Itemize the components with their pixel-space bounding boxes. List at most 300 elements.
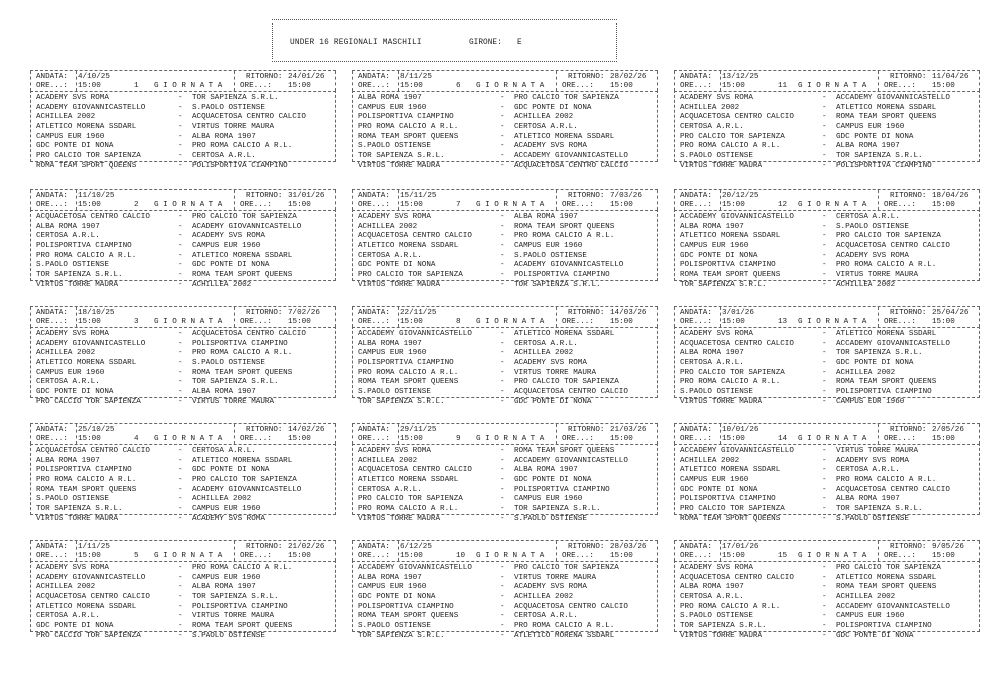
- ritorno-label: RITORNO:: [890, 73, 927, 81]
- home-team: VIRTUS TORRE MAURA: [680, 161, 763, 170]
- match-dash: -: [178, 476, 183, 485]
- andata-label: ANDATA:: [358, 192, 390, 200]
- match-row: [352, 398, 658, 408]
- match-dash: -: [178, 564, 183, 572]
- andata-date: 4/10/25: [78, 73, 110, 81]
- match-dash: -: [178, 612, 183, 621]
- ritorno-date: 18/04/26: [932, 192, 969, 200]
- ore-andata-value: 15:00: [400, 552, 423, 560]
- home-team: ALBA ROMA 1907: [36, 222, 100, 231]
- home-team: S.PAOLO OSTIENSE: [36, 261, 109, 270]
- home-team: CAMPUS EUR 1960: [36, 132, 105, 141]
- match-dash: -: [178, 593, 183, 602]
- away-team: POLISPORTIVA CIAMPINO: [836, 622, 932, 631]
- ore-ritorno-value: 15:00: [610, 552, 633, 560]
- home-team: TOR SAPIENZA S.R.L.: [358, 152, 445, 161]
- away-team: CERTOSA A.R.L.: [192, 152, 256, 161]
- ore-ritorno-label: ORE...:: [240, 552, 272, 560]
- home-team: ACADEMY SVS ROMA: [36, 94, 109, 102]
- match-row: [30, 603, 336, 613]
- match-dash: -: [822, 261, 827, 270]
- away-team: CERTOSA A.R.L.: [192, 447, 256, 455]
- giornata-block-11: [674, 70, 980, 170]
- ore-andata-value: 15:00: [78, 318, 101, 326]
- away-team: ACADEMY GIOVANNICASTELLO: [192, 222, 302, 231]
- match-dash: -: [500, 476, 505, 485]
- match-dash: -: [822, 123, 827, 132]
- match-row: [352, 622, 658, 632]
- away-team: ACCADEMY GIOVANNICASTELLO: [836, 94, 950, 102]
- ore-andata-label: ORE...:: [680, 82, 712, 90]
- ritorno-label: RITORNO:: [246, 73, 283, 81]
- away-team: ACADEMY GIOVANNICASTELLO: [514, 261, 624, 270]
- match-row: [352, 242, 658, 252]
- giornata-number: 15: [778, 552, 788, 560]
- home-team: PRO CALCIO TOR SAPIENZA: [680, 505, 785, 514]
- match-dash: -: [178, 271, 183, 280]
- giornata-header: [674, 423, 980, 445]
- ore-ritorno-value: 15:00: [288, 201, 311, 209]
- away-team: TOR SAPIENZA S.R.L.: [836, 152, 923, 161]
- ore-andata-label: ORE...:: [358, 82, 390, 90]
- match-row: [30, 612, 336, 622]
- andata-label: ANDATA:: [36, 543, 68, 551]
- home-team: TOR SAPIENZA S.R.L.: [36, 271, 123, 280]
- home-team: PRO CALCIO TOR SAPIENZA: [36, 631, 141, 640]
- away-team: VIRTUS TORRE MAURA: [192, 612, 275, 621]
- away-team: GDC PONTE DI NONA: [514, 103, 592, 112]
- away-team: POLISPORTIVA CIAMPINO: [192, 161, 288, 170]
- match-dash: -: [178, 456, 183, 465]
- away-team: CAMPUS EUR 1960: [192, 242, 261, 251]
- home-team: ACADEMY GIOVANNICASTELLO: [36, 573, 146, 582]
- home-team: ACADEMY SVS ROMA: [680, 564, 753, 572]
- home-team: VIRTUS TORRE MAURA: [36, 514, 119, 523]
- home-team: ACCADEMY GIOVANNICASTELLO: [680, 213, 794, 221]
- match-row: [30, 378, 336, 388]
- home-team: POLISPORTIVA CIAMPINO: [358, 113, 454, 122]
- away-team: CAMPUS EUR 1960: [836, 397, 905, 406]
- match-list: [352, 94, 658, 172]
- giornata-block-15: [674, 540, 980, 640]
- match-dash: -: [822, 622, 827, 631]
- away-team: GDC PONTE DI NONA: [514, 397, 592, 406]
- andata-label: ANDATA:: [358, 543, 390, 551]
- girone-value: E: [517, 39, 522, 47]
- home-team: CAMPUS EUR 1960: [358, 583, 427, 592]
- home-team: VIRTUS TORRE MAURA: [358, 161, 441, 170]
- match-dash: -: [822, 251, 827, 260]
- away-team: ACQUACETOSA CENTRO CALCIO: [836, 485, 950, 494]
- match-row: [674, 603, 980, 613]
- match-row: [30, 369, 336, 379]
- ore-andata-label: ORE...:: [36, 82, 68, 90]
- match-row: [352, 486, 658, 496]
- match-row: [30, 94, 336, 104]
- home-team: ROMA TEAM SPORT QUEENS: [36, 161, 137, 170]
- home-team: PRO ROMA CALCIO A R.L.: [36, 251, 137, 260]
- giornata-block-3: [30, 306, 336, 406]
- match-row: [30, 515, 336, 525]
- ore-andata-value: 15:00: [78, 435, 101, 443]
- giornata-number: 6: [456, 82, 461, 90]
- home-team: ROMA TEAM SPORT QUEENS: [680, 271, 781, 280]
- away-team: ACHILLEA 2002: [514, 113, 574, 122]
- match-dash: -: [500, 564, 505, 572]
- ore-andata-value: 15:00: [78, 552, 101, 560]
- match-dash: -: [822, 447, 827, 455]
- giornata-block-8: [352, 306, 658, 406]
- home-team: TOR SAPIENZA S.R.L.: [358, 631, 445, 640]
- match-row: [674, 622, 980, 632]
- home-team: TOR SAPIENZA S.R.L.: [680, 622, 767, 631]
- match-row: [674, 612, 980, 622]
- home-team: ALBA ROMA 1907: [680, 222, 744, 231]
- home-team: CERTOSA A.R.L.: [36, 232, 100, 241]
- ore-ritorno-value: 15:00: [610, 435, 633, 443]
- home-team: S.PAOLO OSTIENSE: [358, 622, 431, 631]
- home-team: CERTOSA A.R.L.: [680, 123, 744, 132]
- home-team: TOR SAPIENZA S.R.L.: [358, 397, 445, 406]
- home-team: ACADEMY GIOVANNICASTELLO: [36, 103, 146, 112]
- home-team: ACHILLEA 2002: [680, 456, 740, 465]
- giornata-label: G I O R N A T A: [798, 82, 867, 90]
- ore-ritorno-value: 15:00: [288, 82, 311, 90]
- match-dash: -: [500, 514, 505, 523]
- match-row: [30, 457, 336, 467]
- match-dash: -: [178, 505, 183, 514]
- ore-andata-label: ORE...:: [358, 435, 390, 443]
- away-team: CERTOSA A.R.L.: [514, 339, 578, 348]
- match-list: [30, 564, 336, 642]
- match-list: [674, 564, 980, 642]
- away-team: ACADEMY SVS ROMA: [514, 359, 587, 368]
- match-dash: -: [500, 142, 505, 151]
- match-dash: -: [500, 94, 505, 102]
- match-row: [674, 271, 980, 281]
- giornata-header: [674, 306, 980, 328]
- ritorno-label: RITORNO:: [246, 192, 283, 200]
- match-dash: -: [178, 514, 183, 523]
- match-row: [30, 271, 336, 281]
- ritorno-date: 7/02/26: [288, 309, 320, 317]
- match-row: [352, 94, 658, 104]
- away-team: ATLETICO MORENA SSDARL: [836, 573, 937, 582]
- giornata-label: G I O R N A T A: [154, 435, 223, 443]
- match-dash: -: [822, 388, 827, 397]
- match-row: [674, 223, 980, 233]
- match-dash: -: [822, 330, 827, 338]
- away-team: PRO ROMA CALCIO A R.L.: [836, 261, 937, 270]
- ore-ritorno-value: 15:00: [932, 82, 955, 90]
- andata-date: 29/11/25: [400, 426, 437, 434]
- match-row: [352, 603, 658, 613]
- match-row: [352, 359, 658, 369]
- header-box: [272, 17, 617, 65]
- match-dash: -: [822, 564, 827, 572]
- away-team: CERTOSA A.R.L.: [836, 466, 900, 475]
- andata-label: ANDATA:: [680, 73, 712, 81]
- andata-date: 20/12/25: [722, 192, 759, 200]
- match-dash: -: [500, 583, 505, 592]
- away-team: ROMA TEAM SPORT QUEENS: [836, 378, 937, 387]
- away-team: POLISPORTIVA CIAMPINO: [192, 602, 288, 611]
- match-dash: -: [822, 368, 827, 377]
- ore-ritorno-label: ORE...:: [562, 552, 594, 560]
- away-team: ACADEMY SVS ROMA: [836, 456, 909, 465]
- andata-date: 13/12/25: [722, 73, 759, 81]
- giornata-label: G I O R N A T A: [476, 201, 545, 209]
- away-team: TOR SAPIENZA S.R.L.: [836, 349, 923, 358]
- match-row: [352, 495, 658, 505]
- match-row: [30, 223, 336, 233]
- ore-ritorno-label: ORE...:: [884, 435, 916, 443]
- match-row: [30, 447, 336, 457]
- match-row: [674, 378, 980, 388]
- match-row: [674, 340, 980, 350]
- away-team: ACHILLEA 2002: [514, 349, 574, 358]
- away-team: S.PAOLO OSTIENSE: [514, 251, 587, 260]
- match-dash: -: [822, 94, 827, 102]
- home-team: ATLETICO MORENA SSDARL: [358, 476, 459, 485]
- away-team: TOR SAPIENZA S.R.L.: [836, 505, 923, 514]
- home-team: ALBA ROMA 1907: [358, 339, 422, 348]
- match-dash: -: [822, 271, 827, 280]
- andata-date: 11/10/25: [78, 192, 115, 200]
- match-dash: -: [822, 349, 827, 358]
- match-row: [674, 232, 980, 242]
- match-row: [674, 515, 980, 525]
- away-team: ALBA ROMA 1907: [514, 466, 578, 475]
- giornata-label: G I O R N A T A: [798, 552, 867, 560]
- home-team: TOR SAPIENZA S.R.L.: [36, 505, 123, 514]
- away-team: GDC PONTE DI NONA: [836, 132, 914, 141]
- away-team: TOR SAPIENZA S.R.L.: [514, 505, 601, 514]
- away-team: PRO ROMA CALCIO A R.L.: [836, 476, 937, 485]
- match-dash: -: [178, 161, 183, 170]
- giornata-number: 1: [134, 82, 139, 90]
- giornata-label: G I O R N A T A: [476, 82, 545, 90]
- match-row: [352, 632, 658, 642]
- match-row: [352, 252, 658, 262]
- match-row: [30, 632, 336, 642]
- match-dash: -: [822, 485, 827, 494]
- match-dash: -: [822, 232, 827, 241]
- match-dash: -: [822, 631, 827, 640]
- andata-date: 3/01/26: [722, 309, 754, 317]
- match-dash: -: [500, 271, 505, 280]
- match-dash: -: [500, 485, 505, 494]
- home-team: ACADEMY SVS ROMA: [358, 447, 431, 455]
- away-team: ACHILLEA 2002: [192, 280, 252, 289]
- away-team: ATLETICO MORENA SSDARL: [514, 330, 615, 338]
- home-team: ACCADEMY GIOVANNICASTELLO: [358, 330, 472, 338]
- match-dash: -: [500, 447, 505, 455]
- match-row: [30, 476, 336, 486]
- away-team: CERTOSA A.R.L.: [514, 612, 578, 621]
- home-team: ATLETICO MORENA SSDARL: [680, 232, 781, 241]
- match-row: [352, 388, 658, 398]
- away-team: PRO CALCIO TOR SAPIENZA: [836, 232, 941, 241]
- giornata-label: G I O R N A T A: [798, 318, 867, 326]
- match-dash: -: [500, 222, 505, 231]
- match-row: [674, 447, 980, 457]
- away-team: ACADEMY SVS ROMA: [192, 514, 265, 523]
- andata-label: ANDATA:: [36, 426, 68, 434]
- ore-andata-label: ORE...:: [680, 318, 712, 326]
- match-dash: -: [500, 495, 505, 504]
- andata-date: 10/01/26: [722, 426, 759, 434]
- giornata-block-12: [674, 189, 980, 289]
- giornata-label: G I O R N A T A: [154, 552, 223, 560]
- ritorno-label: RITORNO:: [890, 426, 927, 434]
- match-dash: -: [178, 222, 183, 231]
- ore-ritorno-label: ORE...:: [562, 82, 594, 90]
- match-row: [674, 133, 980, 143]
- away-team: ACADEMY SVS ROMA: [514, 142, 587, 151]
- home-team: CAMPUS EUR 1960: [680, 476, 749, 485]
- match-dash: -: [822, 466, 827, 475]
- away-team: TOR SAPIENZA S.R.L.: [192, 94, 279, 102]
- home-team: CAMPUS EUR 1960: [358, 103, 427, 112]
- away-team: GDC PONTE DI NONA: [836, 359, 914, 368]
- match-dash: -: [822, 152, 827, 161]
- ore-andata-label: ORE...:: [358, 318, 390, 326]
- ritorno-date: 2/05/26: [932, 426, 964, 434]
- giornata-block-7: [352, 189, 658, 289]
- match-list: [30, 330, 336, 408]
- home-team: ACQUACETOSA CENTRO CALCIO: [358, 232, 472, 241]
- match-row: [352, 223, 658, 233]
- home-team: VIRTUS TORRE MAURA: [36, 280, 119, 289]
- away-team: ROMA TEAM SPORT QUEENS: [514, 222, 615, 231]
- away-team: ACQUACETOSA CENTRO CALCIO: [192, 113, 306, 122]
- match-row: [674, 398, 980, 408]
- ritorno-date: 24/01/26: [288, 73, 325, 81]
- home-team: PRO ROMA CALCIO A R.L.: [358, 505, 459, 514]
- match-dash: -: [500, 280, 505, 289]
- andata-label: ANDATA:: [36, 73, 68, 81]
- match-dash: -: [500, 232, 505, 241]
- match-dash: -: [500, 631, 505, 640]
- away-team: PRO CALCIO TOR SAPIENZA: [514, 564, 619, 572]
- away-team: CAMPUS EUR 1960: [514, 495, 583, 504]
- ritorno-label: RITORNO:: [568, 192, 605, 200]
- home-team: POLISPORTIVA CIAMPINO: [36, 466, 132, 475]
- home-team: ACQUACETOSA CENTRO CALCIO: [680, 113, 794, 122]
- giornata-number: 4: [134, 435, 139, 443]
- match-dash: -: [822, 514, 827, 523]
- giornata-number: 5: [134, 552, 139, 560]
- home-team: ATLETICO MORENA SSDARL: [36, 123, 137, 132]
- ore-ritorno-label: ORE...:: [884, 552, 916, 560]
- away-team: ROMA TEAM SPORT QUEENS: [192, 622, 293, 631]
- away-team: VIRTUS TORRE MAURA: [836, 271, 919, 280]
- ore-ritorno-value: 15:00: [288, 435, 311, 443]
- match-dash: -: [822, 113, 827, 122]
- andata-date: 22/11/25: [400, 309, 437, 317]
- match-row: [674, 113, 980, 123]
- match-row: [30, 466, 336, 476]
- away-team: TOR SAPIENZA S.R.L.: [192, 593, 279, 602]
- ore-ritorno-value: 15:00: [610, 201, 633, 209]
- ore-ritorno-value: 15:00: [288, 318, 311, 326]
- ore-andata-value: 15:00: [400, 435, 423, 443]
- match-row: [674, 330, 980, 340]
- giornata-number: 8: [456, 318, 461, 326]
- home-team: ALBA ROMA 1907: [36, 456, 100, 465]
- home-team: ROMA TEAM SPORT QUEENS: [358, 612, 459, 621]
- match-row: [30, 486, 336, 496]
- match-row: [30, 330, 336, 340]
- away-team: CAMPUS EUR 1960: [514, 242, 583, 251]
- ore-andata-value: 15:00: [722, 201, 745, 209]
- page-title: UNDER 16 REGIONALI MASCHILI: [290, 39, 422, 47]
- home-team: ACQUACETOSA CENTRO CALCIO: [680, 339, 794, 348]
- ore-ritorno-label: ORE...:: [562, 201, 594, 209]
- match-dash: -: [500, 242, 505, 251]
- away-team: TOR SAPIENZA S.R.L.: [514, 280, 601, 289]
- home-team: PRO CALCIO TOR SAPIENZA: [680, 132, 785, 141]
- match-row: [674, 457, 980, 467]
- match-row: [30, 152, 336, 162]
- away-team: ACADEMY GIOVANNICASTELLO: [192, 485, 302, 494]
- home-team: CAMPUS EUR 1960: [36, 368, 105, 377]
- match-row: [30, 232, 336, 242]
- home-team: ROMA TEAM SPORT QUEENS: [36, 485, 137, 494]
- away-team: PRO CALCIO TOR SAPIENZA: [836, 564, 941, 572]
- home-team: GDC PONTE DI NONA: [680, 485, 758, 494]
- giornata-header: [30, 70, 336, 92]
- home-team: PRO ROMA CALCIO A R.L.: [680, 142, 781, 151]
- ritorno-label: RITORNO:: [246, 543, 283, 551]
- match-dash: -: [500, 213, 505, 221]
- match-row: [352, 104, 658, 114]
- match-dash: -: [178, 583, 183, 592]
- home-team: ROMA TEAM SPORT QUEENS: [358, 132, 459, 141]
- ritorno-date: 25/04/26: [932, 309, 969, 317]
- match-dash: -: [500, 368, 505, 377]
- away-team: PRO ROMA CALCIO A R.L.: [192, 564, 293, 572]
- away-team: VIRTUS TORRE MAURA: [192, 397, 275, 406]
- match-dash: -: [178, 388, 183, 397]
- match-dash: -: [500, 261, 505, 270]
- home-team: ALBA ROMA 1907: [358, 573, 422, 582]
- match-row: [674, 564, 980, 574]
- away-team: ALBA ROMA 1907: [514, 213, 578, 221]
- ore-ritorno-value: 15:00: [610, 318, 633, 326]
- away-team: PRO CALCIO TOR SAPIENZA: [514, 94, 619, 102]
- ore-andata-label: ORE...:: [36, 318, 68, 326]
- match-dash: -: [178, 495, 183, 504]
- giornata-number: 3: [134, 318, 139, 326]
- ritorno-date: 28/02/26: [610, 73, 647, 81]
- match-row: [352, 213, 658, 223]
- match-dash: -: [178, 466, 183, 475]
- home-team: S.PAOLO OSTIENSE: [36, 495, 109, 504]
- away-team: POLISPORTIVA CIAMPINO: [836, 161, 932, 170]
- home-team: CAMPUS EUR 1960: [358, 349, 427, 358]
- match-dash: -: [178, 368, 183, 377]
- home-team: ATLETICO MORENA SSDARL: [36, 602, 137, 611]
- andata-label: ANDATA:: [358, 73, 390, 81]
- home-team: ACHILLEA 2002: [36, 349, 96, 358]
- ore-andata-value: 15:00: [400, 82, 423, 90]
- giornata-number: 12: [778, 201, 788, 209]
- andata-date: 1/11/25: [78, 543, 110, 551]
- match-dash: -: [178, 251, 183, 260]
- away-team: ACHILLEA 2002: [192, 495, 252, 504]
